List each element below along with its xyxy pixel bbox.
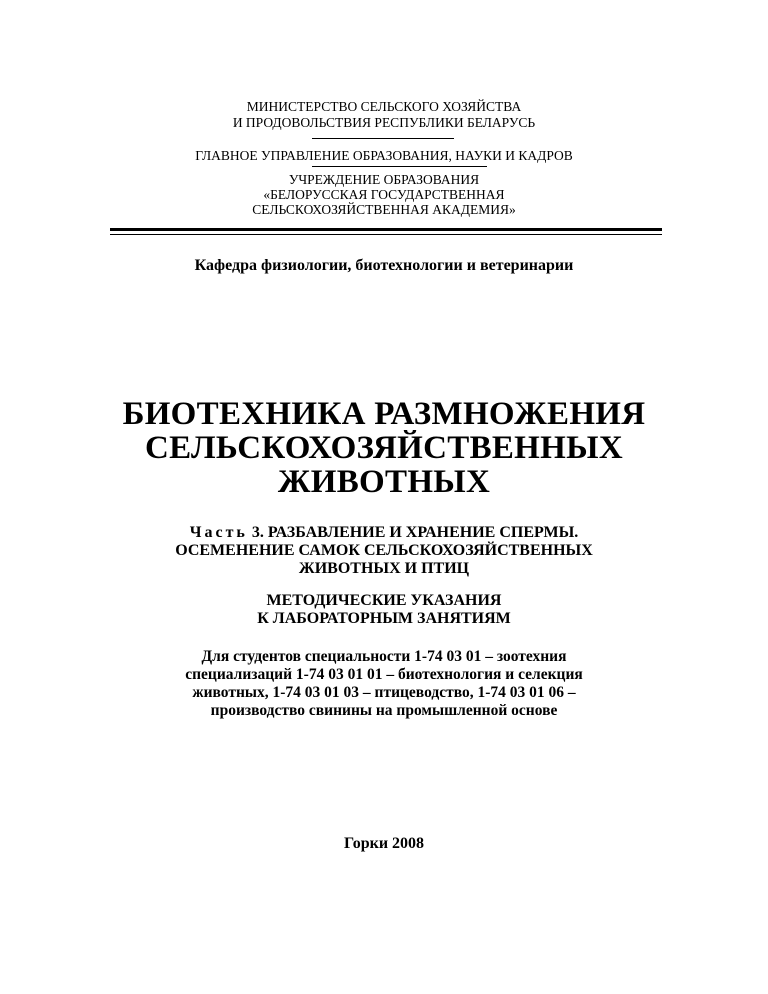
institution-name — [0, 172, 768, 217]
part-heading — [0, 524, 768, 578]
header-rule-thick — [110, 228, 662, 231]
audience-line-1: Для студентов специальности 1-74 03 01 – зоотехния — [201, 648, 567, 665]
institution-line-1: УЧРЕЖДЕНИЕ ОБРАЗОВАНИЯ — [288, 172, 480, 187]
department-name: Кафедра физиологии, биотехнологии и ветеринарии — [194, 257, 574, 274]
guidelines-line-1: МЕТОДИЧЕСКИЕ УКАЗАНИЯ — [266, 592, 502, 609]
ministry-underline — [312, 138, 454, 139]
header-rule-thin — [110, 234, 662, 235]
institution-line-3: СЕЛЬСКОХОЗЯЙСТВЕННАЯ АКАДЕМИЯ» — [252, 202, 516, 217]
ministry-line-2: И ПРОДОВОЛЬСТВИЯ РЕСПУБЛИКИ БЕЛАРУСЬ — [232, 115, 536, 130]
place-year: Горки 2008 — [343, 835, 425, 852]
part-label: Часть — [189, 524, 248, 541]
title-line-1: БИОТЕХНИКА РАЗМНОЖЕНИЯ — [122, 396, 646, 432]
part-line-3: ЖИВОТНЫХ И ПТИЦ — [298, 560, 470, 577]
document-title — [0, 397, 768, 499]
part-line-2: ОСЕМЕНЕНИЕ САМОК СЕЛЬСКОХОЗЯЙСТВЕННЫХ — [175, 542, 593, 559]
audience-line-2: специализаций 1-74 03 01 01 – биотехнология и селекция — [185, 666, 583, 683]
audience-line-3: животных, 1-74 03 01 03 – птицеводство, 1-74 03 01 06 – — [192, 684, 576, 701]
part-line-1 — [0, 524, 768, 542]
title-line-3: ЖИВОТНЫХ — [277, 464, 491, 500]
part-number-title: 3. РАЗБАВЛЕНИЕ И ХРАНЕНИЕ СПЕРМЫ. — [251, 524, 579, 541]
main-directorate — [0, 148, 768, 164]
ministry-line-1: МИНИСТЕРСТВО СЕЛЬСКОГО ХОЗЯЙСТВА — [246, 99, 522, 114]
audience-note — [0, 648, 768, 720]
guidelines-line-2: К ЛАБОРАТОРНЫМ ЗАНЯТИЯМ — [257, 610, 511, 627]
guidelines-heading — [0, 592, 768, 628]
institution-line-2: «БЕЛОРУССКАЯ ГОСУДАРСТВЕННАЯ — [263, 187, 505, 202]
main-directorate-line: ГЛАВНОЕ УПРАВЛЕНИЕ ОБРАЗОВАНИЯ, НАУКИ И КАДРОВ — [195, 148, 573, 163]
ministry-name — [0, 99, 768, 131]
directorate-underline — [312, 166, 487, 167]
title-line-2: СЕЛЬСКОХОЗЯЙСТВЕННЫХ — [145, 430, 623, 466]
audience-line-4: производство свинины на промышленной основе — [210, 702, 558, 719]
